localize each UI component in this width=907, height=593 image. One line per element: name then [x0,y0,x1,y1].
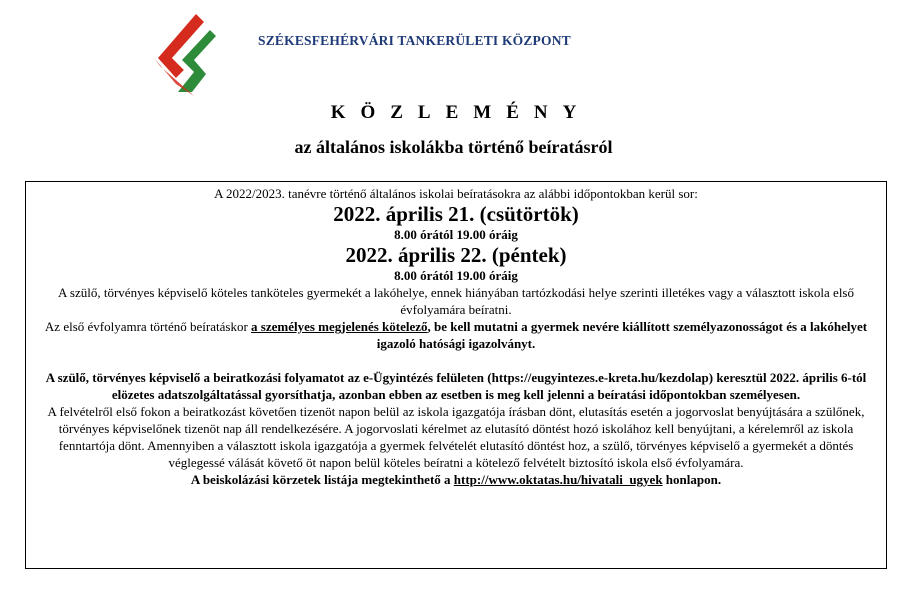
page-title: KÖZLEMÉNY [330,102,592,123]
personal-presence-emphasis: a személyes megjelenés kötelező [251,319,428,334]
paragraph-obligation: A szülő, törvényes képviselő köteles tanköteles gyermekét a lakóhelye, ennek hiányában tartózkodási helye szerinti illetékes vagy a választott iskola első évfolyamára beíratni. [58,285,854,317]
oktatas-link[interactable]: http://www.oktatas.hu/hivatali_ugyek [453,472,663,487]
paragraph-districts [26,471,886,488]
paragraph-e-administration: A szülő, törvényes képviselő a beiratkozási folyamatot az e-Ügyintézés felületen (https://eugyintezes.e-kreta.hu/kezdolap) keresztül 2022. április 6-tól elözetes adatszolgáltatással gyorsíthatja, azonban ebben az esetben is meg kell jelenni a beíratási időpontokban személyesen. [45,370,867,402]
enrollment-time-2: 8.00 órától 19.00 óráig [394,268,518,283]
para2-post: , be kell mutatni a gyermek nevére kiállított személyazonosságot és a lakóhelyet igazoló hatósági igazolványt. [376,319,868,351]
paragraph-personal-presence [26,318,886,352]
para5-pre: A beiskolázási körzetek listája megtekinthető a [190,472,454,487]
notice-box [25,181,887,569]
tankerulet-logo [150,8,216,98]
intro-text: A 2022/2023. tanévre történő általános iskolai beíratásokra az alábbi időpontokban kerül sor: [214,186,698,201]
para5-post: honlapon. [662,472,722,487]
enrollment-date-1: 2022. április 21. (csütörtök) [333,202,579,226]
organization-name: SZÉKESFEHÉRVÁRI TANKERÜLETI KÖZPONT [258,33,571,48]
enrollment-date-2: 2022. április 22. (péntek) [345,243,567,267]
paragraph-decision: A felvételről első fokon a beiratkozást követően tizenöt napon belül az iskola igazgatója írásban dönt, elutasítás esetén a jogorvoslat benyújtására a szülőnek, törvényes képviselőnek tizenöt nap áll rendelkezésére. A jogorvoslati kérelmet az elutasító döntést hozó iskolához kell benyújtani, a kérelemről az iskola fenntartója dönt. Amennyiben a választott iskola igazgatója a gyermek felvételét elutasító döntést hoz, a szülő, törvényes képviselő a gyermekét a döntés véglegessé válását követő öt napon belül köteles beíratni a kötelező felvételt biztosító iskola első évfolyamára. [47,404,865,470]
page-subtitle: az általános iskolákba történő beíratásról [294,137,613,157]
para2-pre: Az első évfolyamra történő beíratáskor [44,319,252,334]
enrollment-time-1: 8.00 órától 19.00 óráig [394,227,518,242]
